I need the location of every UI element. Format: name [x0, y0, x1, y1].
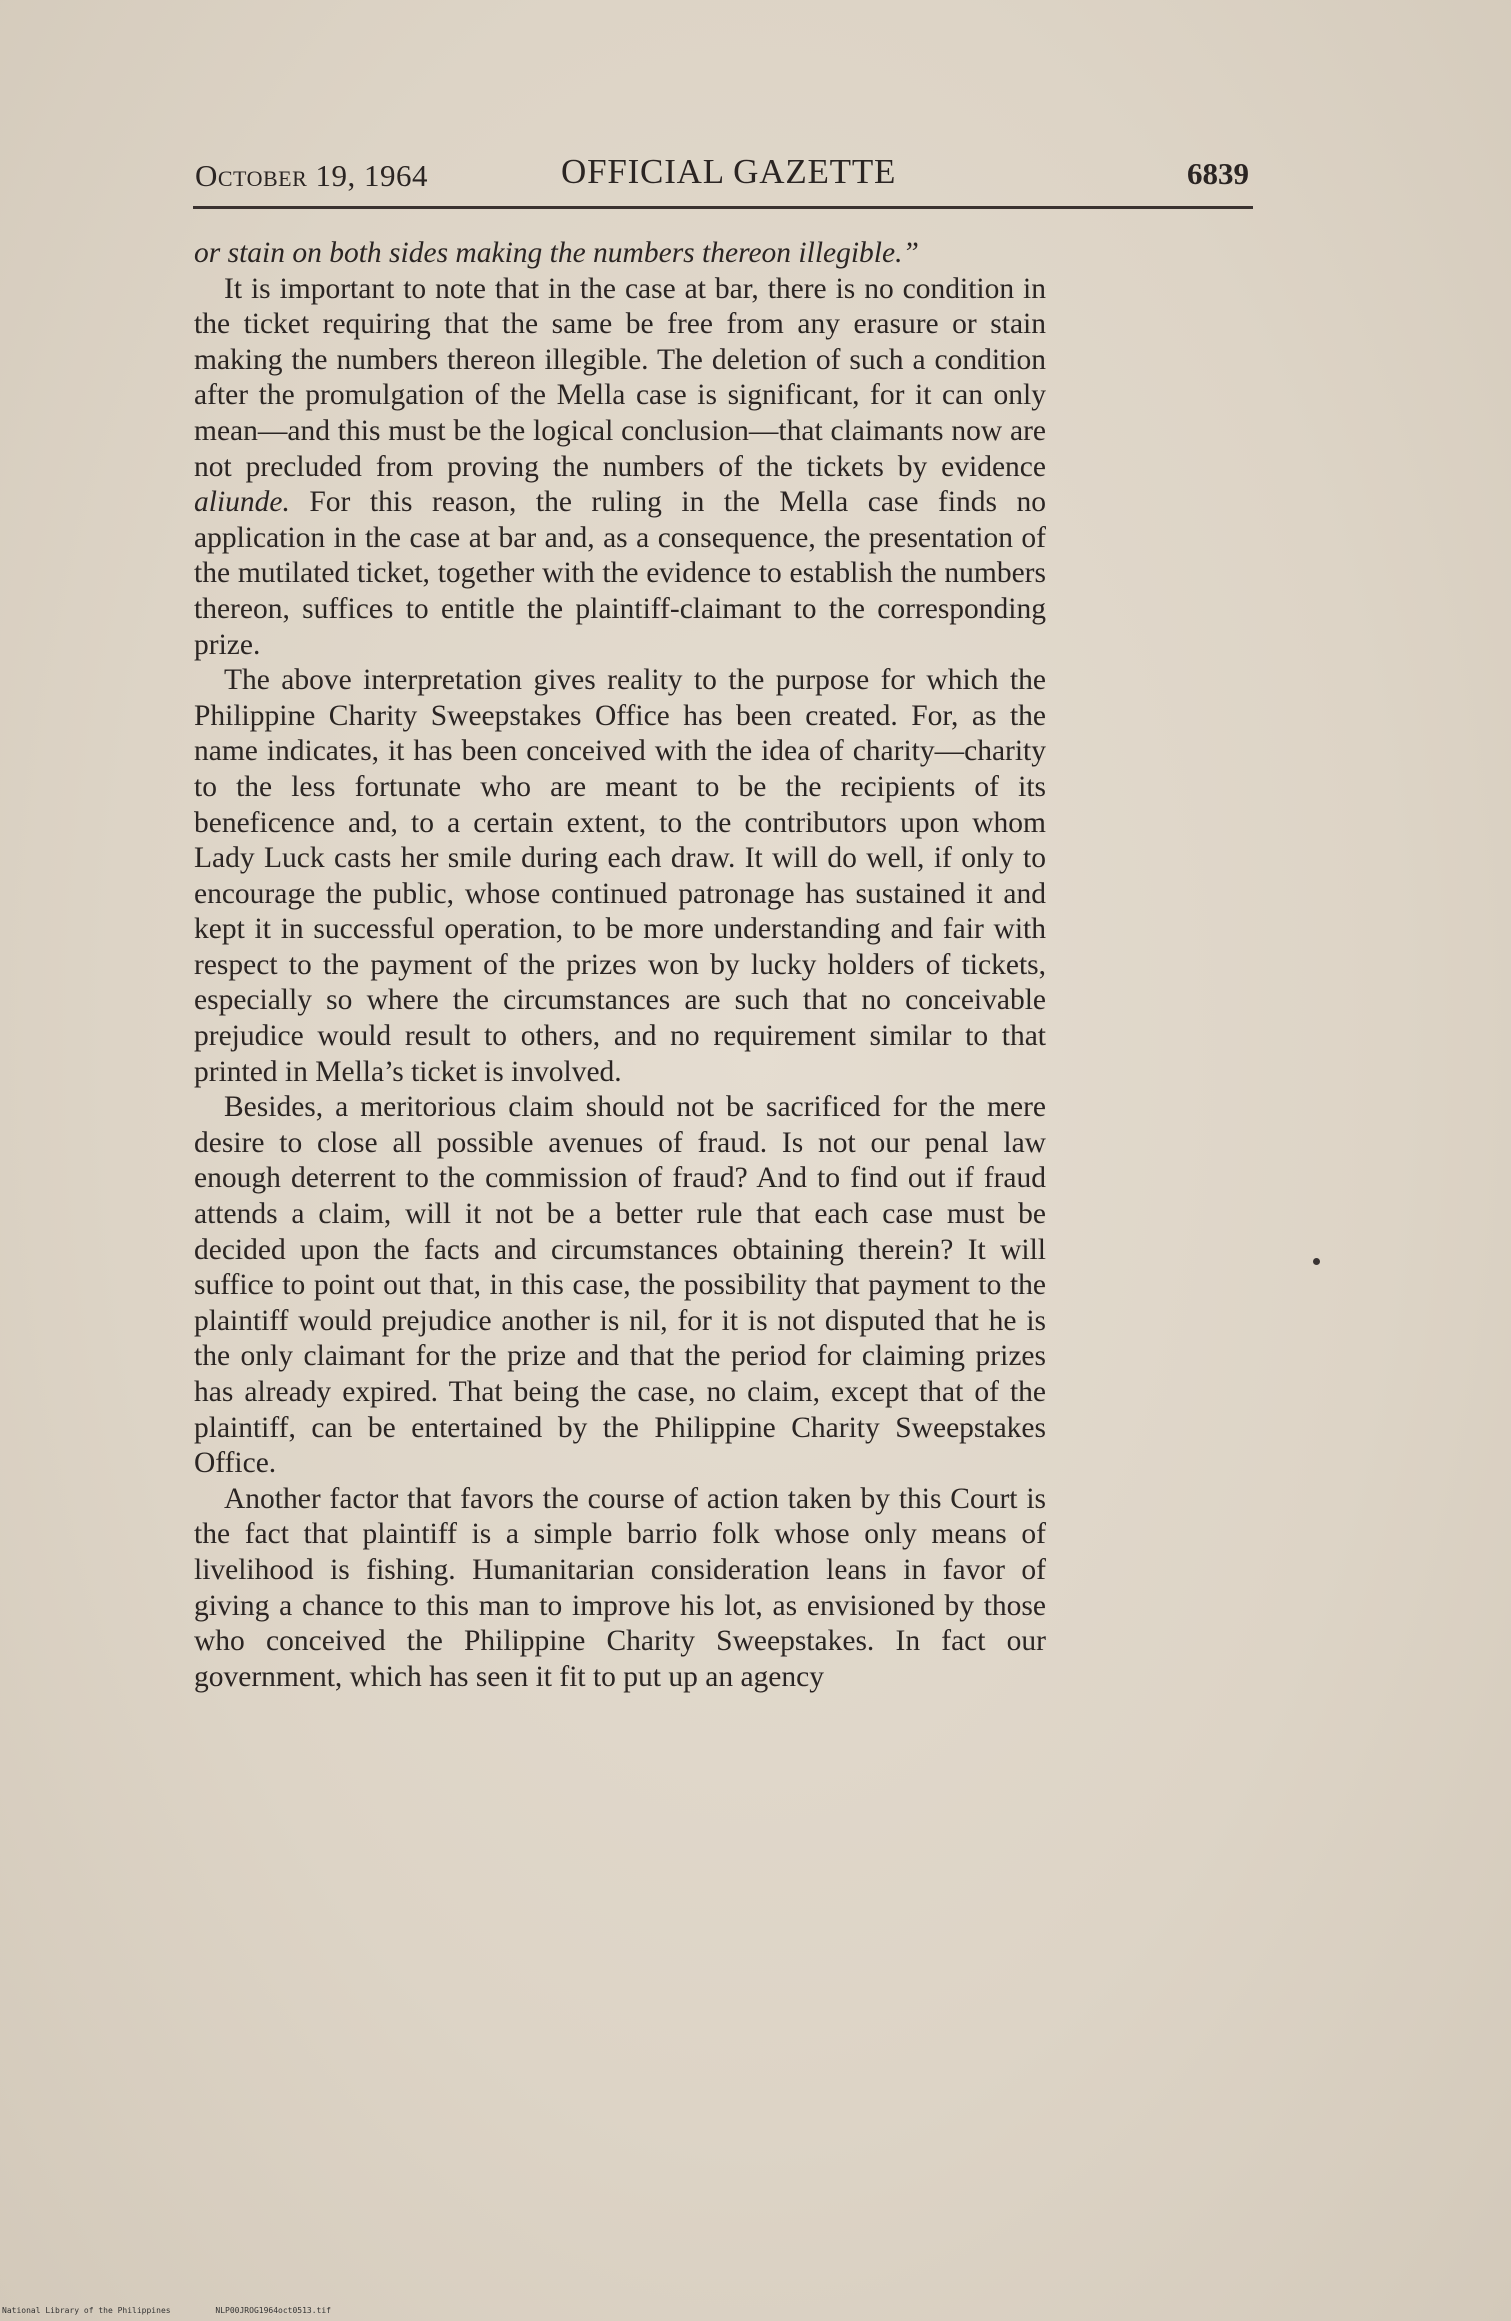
library-credit: National Library of the Philippines	[2, 2306, 171, 2315]
paragraph-text: For this reason, the ruling in the Mella case finds no application in the case at bar and, as a consequence, the presentation of the mutilated ticket, together with the evidence to establish the numbers thereon, suffices to entitle the plaintiff-claimant to the corresponding prize.	[194, 486, 1046, 661]
paragraph-humanitarian	[194, 1482, 1046, 1696]
paragraph-fraud	[194, 1090, 1046, 1482]
paragraph-mella-case	[194, 272, 1046, 664]
paragraph-continuation	[194, 236, 1046, 272]
scan-filename: NLP00JROG1964oct0513.tif	[215, 2306, 331, 2315]
scan-footer	[2, 2306, 331, 2315]
ink-speck	[1313, 1258, 1320, 1265]
body-text	[194, 236, 1046, 1695]
quote-tail: or stain on both sides making the numbers thereon illegible.”	[194, 237, 919, 269]
paragraph-text: It is important to note that in the case at bar, there is no condition in the ticket requiring that the same be free from any erasure or stain making the numbers thereon illegible. The deletion of such a condition after the promulgation of the Mella case is significant, for it can only mean—and this must be the logical conclusion—that claimants now are not precluded from proving the numbers of the tickets by evidence	[194, 272, 1046, 483]
page-number: 6839	[1187, 156, 1249, 191]
header-rule	[193, 206, 1253, 209]
paragraph-text: The above interpretation gives reality to the purpose for which the Philippine Charity Sweepstakes Office has been created. For, as the name indicates, it has been conceived with the idea of charity—charity to the less fortunate who are meant to be the recipients of its beneficence and, to a certain extent, to the contributors upon whom Lady Luck casts her smile during each draw. It will do well, if only to encourage the public, whose continued patronage has sustained it and kept it in successful operation, to be more understanding and fair with respect to the payment of the prizes won by lucky holders of tickets, especially so where the circumstances are such that no conceivable prejudice would result to others, and no requirement similar to that printed in Mella’s ticket is involved.	[194, 664, 1046, 1088]
publication-title: OFFICIAL GAZETTE	[561, 152, 897, 191]
paragraph-text: Besides, a meritorious claim should not be sacrificed for the mere desire to close all possible avenues of fraud. Is not our penal law enough deterrent to the commission of fraud? And to find out if fraud attends a claim, will it not be a better rule that each case must be decided upon the facts and circumstances obtaining therein? It will suffice to point out that, in this case, the possibility that payment to the plaintiff would prejudice another is nil, for it is not disputed that he is the only claimant for the prize and that the period for claiming prizes has already expired. That being the case, no claim, except that of the plaintiff, can be entertained by the Philippine Charity Sweepstakes Office.	[194, 1091, 1046, 1480]
latin-term: aliunde.	[194, 486, 290, 519]
paragraph-interpretation	[194, 663, 1046, 1090]
header-date: October 19, 1964	[195, 158, 429, 193]
page-header	[195, 152, 1253, 196]
paragraph-text: Another factor that favors the course of action taken by this Court is the fact that plaintiff is a simple barrio folk whose only means of livelihood is fishing. Humanitarian consideration leans in favor of giving a chance to this man to improve his lot, as envisioned by those who conceived the Philippine Charity Sweepstakes. In fact our government, which has seen it fit to put up an agency	[194, 1482, 1046, 1693]
